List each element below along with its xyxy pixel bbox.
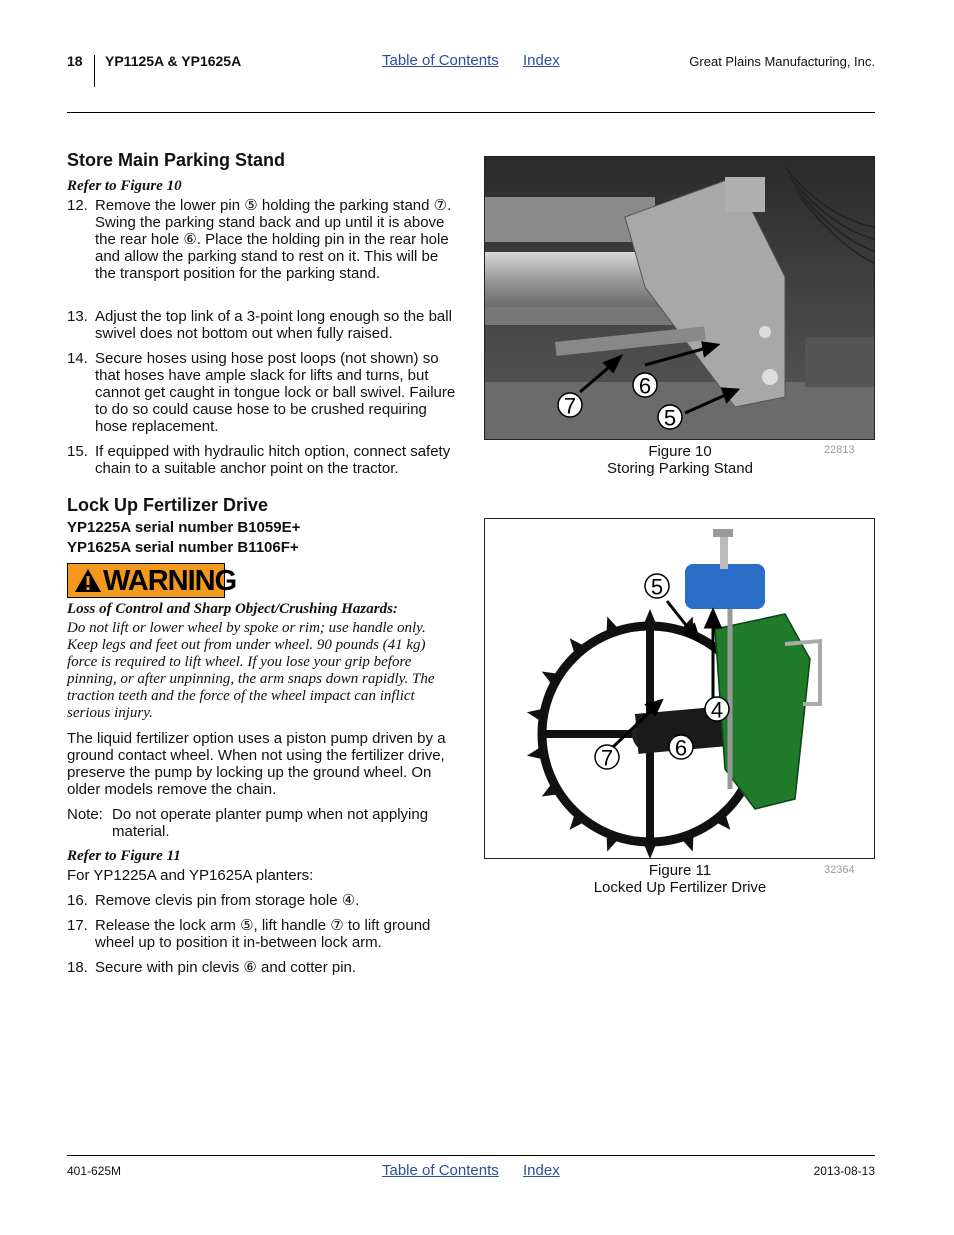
figure-11-caption <box>570 862 790 896</box>
step-number: 14. <box>67 350 88 367</box>
parking-stand-illustration <box>485 157 874 439</box>
footer-date: 2013-08-13 <box>813 1164 875 1178</box>
figure-11-number: Figure 11 <box>648 862 712 879</box>
header-divider <box>94 55 95 87</box>
step-15 <box>67 443 457 477</box>
step-number: 17. <box>67 917 88 934</box>
footer-toc-link[interactable]: Table of Contents <box>382 1162 499 1179</box>
hazard-text: Do not lift or lower wheel by spoke or rim; use handle only. Keep legs and feet out from under wheel. 90 pounds (41 kg) force is required to lift wheel. If you lose your grip before pinning, or after unpinning, the arm snaps down rapidly. The traction teeth and the force of the wheel impact can inflict serious injury. <box>67 620 435 721</box>
note-text: Do not operate planter pump when not applying material. <box>112 806 429 840</box>
figure-11-callout-4: 4 <box>710 697 724 723</box>
fertilizer-paragraph: The liquid fertilizer option uses a piston pump driven by a ground contact wheel. When not using the fertilizer drive, preserve the pump by locking up the ground wheel. On older models remove the chain. <box>67 730 446 798</box>
planter-intro: For YP1225A and YP1625A planters: <box>67 867 314 884</box>
step-13 <box>67 308 457 342</box>
footer-index-link[interactable]: Index <box>523 1162 560 1179</box>
hazard-title: Loss of Control and Sharp Object/Crushing Hazards: <box>67 601 398 617</box>
doc-number: 401-625M <box>67 1164 122 1178</box>
step-12 <box>67 197 457 282</box>
figure-10-callout-6: 6 <box>638 373 652 399</box>
note <box>67 806 459 840</box>
step-text: Release the lock arm ⑤, lift handle ⑦ to lift ground wheel up to position it in-between lock arm. <box>95 917 431 951</box>
step-text: Remove the lower pin ⑤ holding the parking stand ⑦. Swing the parking stand back and up until it is above the rear hole ⑥. Place the holding pin in the rear hole and allow the parking stand to rest on it. This will be the transport position for the parking stand. <box>95 197 452 282</box>
step-text: Adjust the top link of a 3-point long enough so the ball swivel does not bottom out when fully raised. <box>95 308 452 342</box>
step-text: If equipped with hydraulic hitch option, connect safety chain to a suitable anchor point on the tractor. <box>95 443 451 477</box>
step-text: Secure with pin clevis ⑥ and cotter pin. <box>95 959 357 976</box>
step-number: 16. <box>67 892 88 909</box>
figure-11-callout-7: 7 <box>600 745 614 771</box>
step-number: 13. <box>67 308 88 325</box>
figure-11-callout-6: 6 <box>674 735 688 761</box>
warning-badge <box>67 563 237 598</box>
refer-figure-11: Refer to Figure 11 <box>67 848 181 864</box>
header-toc-link[interactable]: Table of Contents <box>382 52 499 69</box>
fertilizer-drive-illustration <box>485 519 874 858</box>
step-16 <box>67 892 457 909</box>
step-17 <box>67 917 457 951</box>
figure-10-image <box>484 156 875 440</box>
figure-10-id: 22813 <box>824 444 855 456</box>
section-title-parking-stand: Store Main Parking Stand <box>67 150 286 170</box>
step-18 <box>67 959 457 976</box>
figure-10-callout-5: 5 <box>663 405 677 431</box>
figure-10-title: Storing Parking Stand <box>607 460 753 477</box>
figure-11-title: Locked Up Fertilizer Drive <box>593 879 767 896</box>
figure-10-number: Figure 10 <box>648 443 712 460</box>
step-text: Remove clevis pin from storage hole ④. <box>95 892 360 909</box>
model-title: YP1125A & YP1625A <box>105 53 242 69</box>
page-number: 18 <box>67 53 83 69</box>
step-text: Secure hoses using hose post loops (not shown) so that hoses have ample slack for lifts and turns, but cannot get caught in tongue lock or ball swivel. Failure to do so could cause hose to be crushed requiring hose replacement. <box>95 350 456 435</box>
figure-11-callout-5: 5 <box>650 574 664 600</box>
step-number: 15. <box>67 443 88 460</box>
refer-figure-10: Refer to Figure 10 <box>67 178 182 194</box>
header-rule <box>67 112 875 113</box>
step-14 <box>67 350 457 435</box>
serial-yp1625a: YP1625A serial number B1106F+ <box>67 539 299 556</box>
serial-yp1225a: YP1225A serial number B1059E+ <box>67 519 301 536</box>
footer-rule <box>67 1155 875 1156</box>
note-label: Note: <box>67 806 103 823</box>
figure-11-image <box>484 518 875 859</box>
section-title-fertilizer-drive: Lock Up Fertilizer Drive <box>67 495 269 515</box>
figure-11-id: 32364 <box>824 864 855 876</box>
warning-label: WARNING <box>103 565 237 597</box>
header-index-link[interactable]: Index <box>523 52 560 69</box>
step-number: 18. <box>67 959 88 976</box>
figure-10-caption <box>580 443 780 477</box>
warning-triangle-icon <box>74 568 102 593</box>
step-number: 12. <box>67 197 88 214</box>
company-name: Great Plains Manufacturing, Inc. <box>689 54 875 69</box>
figure-10-callout-7: 7 <box>563 393 577 419</box>
